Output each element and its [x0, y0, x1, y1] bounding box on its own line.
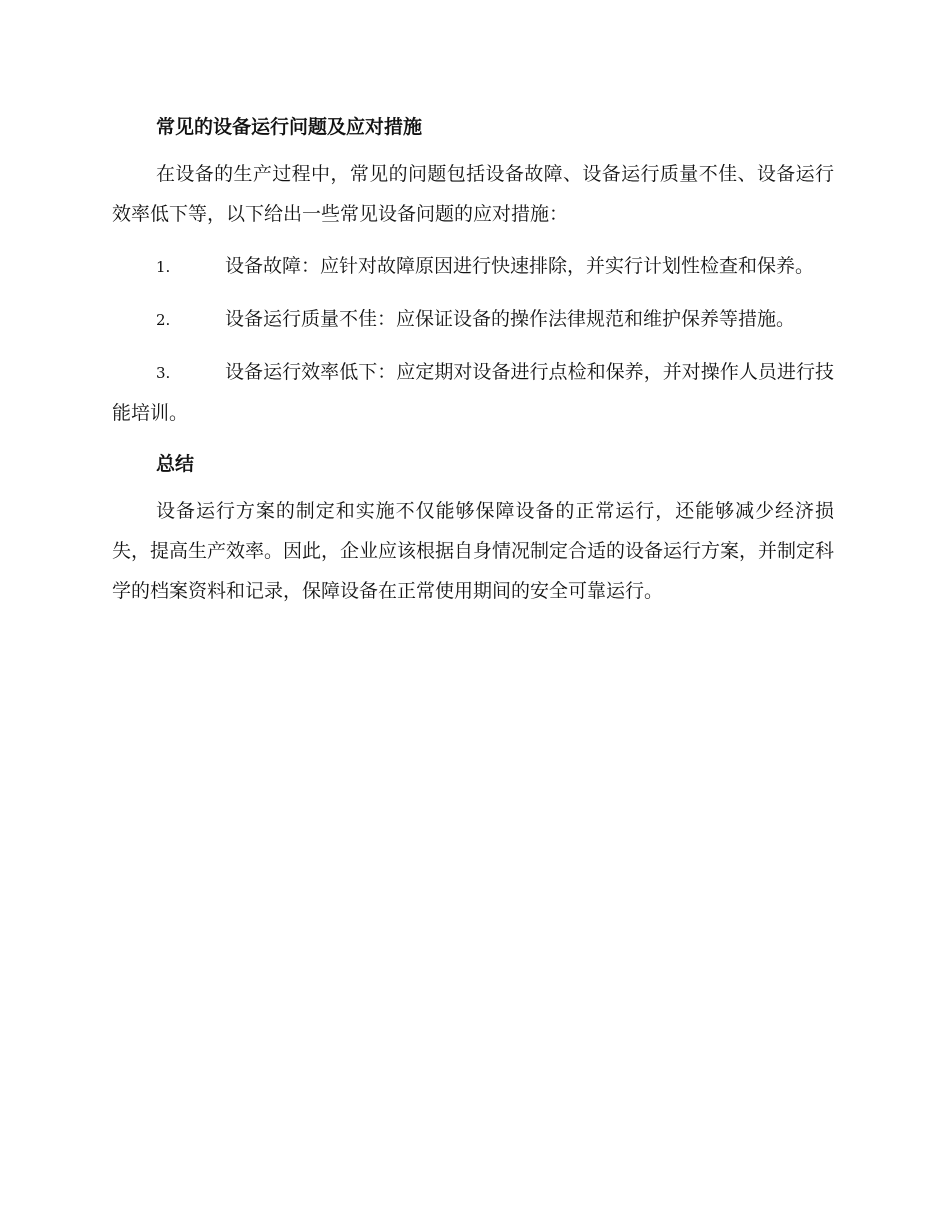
- section-heading-issues: 常见的设备运行问题及应对措施: [156, 116, 423, 138]
- list-item-number: 3.: [156, 364, 171, 382]
- issues-intro-paragraph: 在设备的生产过程中，常见的问题包括设备故障、设备运行质量不佳、设备运行效率低下等，以下给出一些常见设备问题的应对措施：: [112, 163, 834, 225]
- list-item-number: 2.: [156, 311, 171, 329]
- document-content: [112, 108, 834, 623]
- list-item-number: 1.: [156, 258, 171, 276]
- list-item: [112, 246, 834, 287]
- summary-paragraph: 设备运行方案的制定和实施不仅能够保障设备的正常运行，还能够减少经济损失，提高生产效率。因此，企业应该根据自身情况制定合适的设备运行方案，并制定科学的档案资料和记录，保障设备在正常使用期间的安全可靠运行。: [112, 500, 835, 602]
- list-item-text: 设备故障：应针对故障原因进行快速排除，并实行计划性检查和保养。: [225, 255, 815, 277]
- list-item-text: 设备运行质量不佳：应保证设备的操作法律规范和维护保养等措施。: [225, 308, 796, 330]
- list-item: [112, 299, 834, 340]
- list-item-text: 设备运行效率低下：应定期对设备进行点检和保养，并对操作人员进行技能培训。: [112, 361, 834, 424]
- list-item: [112, 352, 834, 433]
- section-heading-summary: 总结: [156, 453, 195, 475]
